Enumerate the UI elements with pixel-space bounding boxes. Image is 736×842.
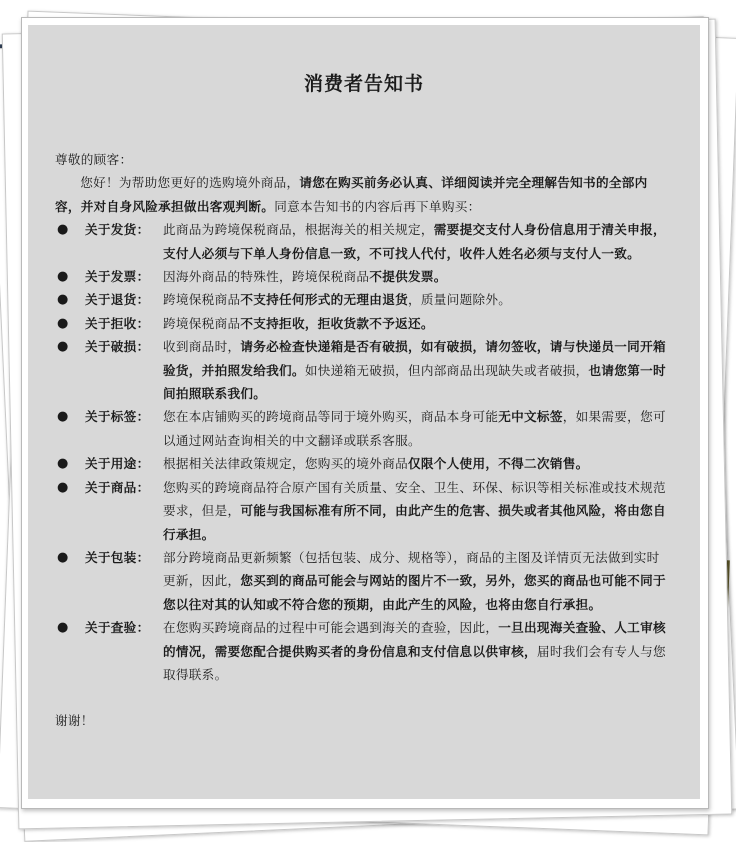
item-label: 关于标签： (85, 409, 150, 425)
notice-item-invoice (55, 265, 669, 288)
item-text: 跨境保税商品 (163, 292, 241, 308)
item-text: 收到商品时， (163, 339, 241, 355)
bullet-icon: ● (57, 479, 69, 495)
item-label: 关于查验： (85, 620, 150, 636)
item-emphasis: 请务必检查快递箱是否有破损，如有破损，请勿签收，请与快递员一同开箱验货，并拍照发给我们。 (163, 339, 666, 378)
item-emphasis: 不提供发票。 (369, 269, 447, 285)
item-text: 如快递箱无破损，但内部商品出现缺失或者破损， (304, 362, 589, 378)
notice-item-damage (55, 335, 669, 405)
item-emphasis: 一旦出现海关查验、人工审核的情况，需要您配合提供购买者的身份信息和支付信息以供审核， (163, 620, 666, 659)
item-label: 关于用途： (85, 456, 150, 472)
bullet-icon: ● (57, 222, 69, 238)
item-label: 关于发货： (85, 222, 150, 238)
item-text: 此商品为跨境保税商品，根据海关的相关规定， (163, 222, 434, 238)
item-emphasis: 您买到的商品可能会与网站的图片不一致，另外，您买的商品也可能不同于您以往对其的认知或不符合您的预期，由此产生的风险，也将由您自行承担。 (163, 573, 666, 612)
item-text: ，如果需要，您可以通过网站查询相关的中文翻译或联系客服。 (163, 409, 666, 448)
item-emphasis: 无中文标签 (498, 409, 563, 425)
notice-item-packaging (55, 546, 669, 616)
notice-paper (28, 25, 700, 799)
item-text: 届时我们会有专人与您取得联系。 (163, 643, 666, 682)
item-text: 在您购买跨境商品的过程中可能会遇到海关的查验，因此， (163, 620, 499, 636)
item-text: 跨境保税商品 (163, 315, 241, 331)
notice-body (55, 148, 669, 733)
bullet-icon: ● (57, 315, 69, 331)
item-text: 您购买的跨境商品符合原产国有关质量、安全、卫生、环保、标识等相关标准或技术规范要求，但是， (163, 479, 666, 519)
item-label: 关于拒收： (85, 315, 150, 331)
bullet-icon: ● (57, 339, 69, 355)
item-text: 您在本店铺购买的跨境商品等同于境外购买，商品本身可能 (163, 409, 499, 425)
item-text: 根据相关法律政策规定，您购买的境外商品 (163, 456, 408, 472)
bullet-icon: ● (57, 409, 69, 425)
notice-item-rejection (55, 312, 669, 335)
intro-text: 您好！为帮助您更好的选购境外商品， (80, 175, 300, 191)
notice-item-shipping (55, 218, 669, 265)
notice-item-labels (55, 405, 669, 452)
greeting: 尊敬的顾客： (55, 152, 133, 167)
item-label: 关于退货： (85, 292, 150, 308)
bullet-icon: ● (57, 269, 69, 285)
item-emphasis: 不支持拒收，拒收货款不予返还。 (240, 315, 434, 331)
notice-item-returns (55, 288, 669, 311)
bullet-icon: ● (57, 292, 69, 308)
item-text: ，质量问题除外。 (408, 292, 512, 308)
item-text: 部分跨境商品更新频繁（包括包装、成分、规格等），商品的主图及详情页无法做到实时更新，因此， (163, 549, 660, 589)
item-label: 关于发票： (85, 269, 150, 285)
item-emphasis: 仅限个人使用，不得二次销售。 (407, 456, 589, 472)
item-label: 关于破损： (85, 339, 150, 355)
item-emphasis: 需要提交支付人身份信息用于清关申报，支付人必须与下单人身份信息一致，不可找人代付，收件人姓名必须与支付人一致。 (163, 222, 666, 261)
notice-item-inspection (55, 616, 669, 686)
notice-frame (21, 17, 709, 809)
bullet-icon: ● (57, 549, 69, 565)
item-emphasis: 不支持任何形式的无理由退货 (240, 292, 408, 308)
bullet-icon: ● (57, 456, 69, 472)
notice-item-usage (55, 452, 669, 475)
intro-emphasis: 请您在购买前务必认真、详细阅读并完全理解告知书的全部内容，并对自身风险承担做出客观判断。 (55, 175, 648, 214)
notice-title: 消费者告知书 (303, 73, 424, 95)
item-emphasis: 也请您第一时间拍照联系我们。 (163, 362, 666, 402)
intro-text: 同意本告知书的内容后再下单购买： (274, 198, 481, 214)
item-text: 因海外商品的特殊性，跨境保税商品 (163, 269, 370, 285)
item-label: 关于商品： (85, 479, 150, 495)
item-label: 关于包装： (85, 549, 150, 565)
intro-paragraph (55, 171, 669, 218)
notice-item-products (55, 476, 669, 546)
bullet-icon: ● (57, 620, 69, 636)
item-emphasis: 可能与我国标准有所不同，由此产生的危害、损失或者其他风险，将由您自行承担。 (163, 503, 666, 542)
closing-thanks: 谢谢！ (55, 713, 94, 729)
